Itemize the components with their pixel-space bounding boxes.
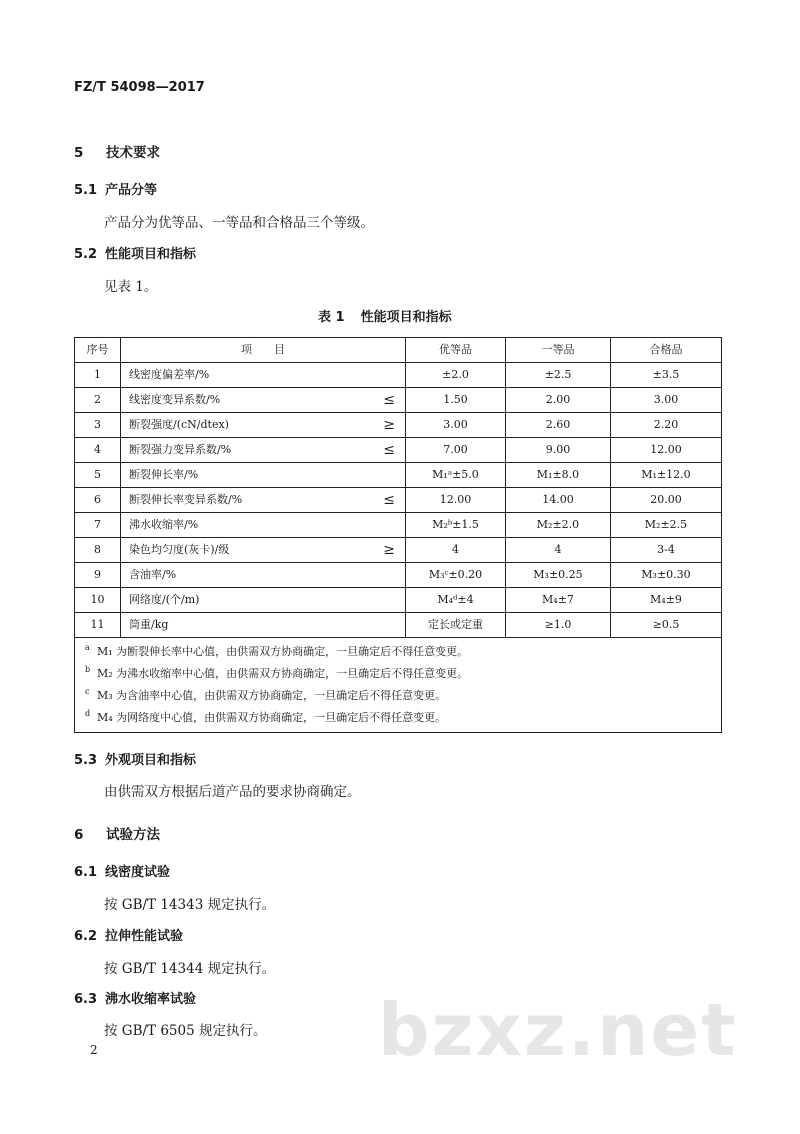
cell-item: [121, 513, 406, 538]
item-label: 含油率/%: [129, 568, 177, 581]
footnote-mark: a: [85, 643, 90, 652]
col-header-first-grade: 一等品: [506, 338, 611, 363]
cell-premium: M₄ᵈ±4: [406, 588, 506, 613]
comparison-operator: ≤: [383, 392, 395, 408]
table-row: [75, 588, 722, 613]
cell-number: 9: [75, 563, 121, 588]
section-number: 5.3: [74, 753, 98, 768]
cell-number: 11: [75, 613, 121, 638]
section-6-1-body: 按 GB/T 14343 规定执行。: [104, 897, 276, 913]
section-number: 5.2: [74, 247, 98, 262]
cell-item: [121, 363, 406, 388]
cell-number: 3: [75, 413, 121, 438]
cell-first-grade: M₄±7: [506, 588, 611, 613]
footnote-mark: d: [85, 709, 91, 718]
section-5-2-body: 见表 1。: [104, 279, 158, 295]
section-6-2-body: 按 GB/T 14344 规定执行。: [104, 961, 276, 977]
cell-qualified: 3-4: [611, 538, 722, 563]
section-number: 6: [74, 827, 84, 843]
section-5-1-heading: [74, 179, 157, 198]
cell-number: 10: [75, 588, 121, 613]
cell-first-grade: 4: [506, 538, 611, 563]
cell-item: [121, 488, 406, 513]
cell-item: [121, 388, 406, 413]
table-caption-number: 表 1: [318, 310, 345, 325]
table-row: [75, 438, 722, 463]
cell-qualified: M₁±12.0: [611, 463, 722, 488]
section-5-3-heading: [74, 749, 196, 768]
performance-table: [74, 337, 722, 733]
footnote-text: M₁ 为断裂伸长率中心值，由供需双方协商确定，一旦确定后不得任意变更。: [97, 645, 469, 658]
cell-item: [121, 588, 406, 613]
table-notes: [75, 638, 722, 733]
cell-qualified: ≥0.5: [611, 613, 722, 638]
standard-code-header: FZ/T 54098—2017: [74, 80, 205, 95]
cell-qualified: 3.00: [611, 388, 722, 413]
item-label: 断裂伸长率/%: [129, 468, 199, 481]
table-header-row: [75, 338, 722, 363]
section-6-3-body: 按 GB/T 6505 规定执行。: [104, 1023, 267, 1039]
cell-first-grade: ≥1.0: [506, 613, 611, 638]
col-header-item: 项 目: [121, 338, 406, 363]
cell-premium: M₁ᵃ±5.0: [406, 463, 506, 488]
table-row: [75, 513, 722, 538]
comparison-operator: ≥: [383, 417, 395, 433]
table-caption: [318, 306, 452, 325]
cell-item: [121, 463, 406, 488]
section-6-2-heading: [74, 925, 183, 944]
item-label: 断裂伸长率变异系数/%: [129, 493, 243, 506]
col-header-number: 序号: [75, 338, 121, 363]
cell-item: [121, 563, 406, 588]
table-footnote: [85, 641, 721, 663]
comparison-operator: ≤: [383, 492, 395, 508]
section-title: 线密度试验: [105, 865, 171, 880]
item-label: 断裂强力变异系数/%: [129, 443, 232, 456]
table-row: [75, 388, 722, 413]
cell-premium: 定长或定重: [406, 613, 506, 638]
cell-qualified: 20.00: [611, 488, 722, 513]
footnote-text: M₃ 为含油率中心值，由供需双方协商确定，一旦确定后不得任意变更。: [97, 689, 447, 702]
comparison-operator: ≤: [383, 442, 395, 458]
cell-number: 6: [75, 488, 121, 513]
cell-number: 4: [75, 438, 121, 463]
cell-first-grade: 2.60: [506, 413, 611, 438]
cell-qualified: ±3.5: [611, 363, 722, 388]
item-label: 线密度偏差率/%: [129, 368, 210, 381]
footnote-text: M₂ 为沸水收缩率中心值，由供需双方协商确定，一旦确定后不得任意变更。: [97, 667, 469, 680]
table-notes-row: [75, 638, 722, 733]
section-title: 技术要求: [106, 145, 160, 161]
item-label: 断裂强度/(cN/dtex): [129, 418, 229, 431]
section-title: 拉伸性能试验: [105, 929, 184, 944]
section-number: 5: [74, 145, 84, 161]
cell-first-grade: 2.00: [506, 388, 611, 413]
cell-premium: 7.00: [406, 438, 506, 463]
footnote-mark: b: [85, 665, 91, 674]
section-5-3-body: 由供需双方根据后道产品的要求协商确定。: [104, 784, 361, 800]
section-5-heading: [74, 141, 160, 161]
cell-number: 7: [75, 513, 121, 538]
table-row: [75, 613, 722, 638]
section-5-1-body: 产品分为优等品、一等品和合格品三个等级。: [104, 215, 374, 231]
item-label: 线密度变异系数/%: [129, 393, 221, 406]
cell-first-grade: M₁±8.0: [506, 463, 611, 488]
cell-qualified: 12.00: [611, 438, 722, 463]
cell-premium: 1.50: [406, 388, 506, 413]
table-row: [75, 563, 722, 588]
section-title: 试验方法: [106, 827, 160, 843]
item-label: 筒重/kg: [129, 618, 169, 631]
col-header-premium: 优等品: [406, 338, 506, 363]
col-header-qualified: 合格品: [611, 338, 722, 363]
cell-number: 8: [75, 538, 121, 563]
table-footnote: [85, 685, 721, 707]
item-label: 沸水收缩率/%: [129, 518, 199, 531]
cell-qualified: M₃±0.30: [611, 563, 722, 588]
cell-first-grade: M₃±0.25: [506, 563, 611, 588]
section-number: 6.3: [74, 992, 98, 1007]
table-row: [75, 413, 722, 438]
watermark: bzxz.net: [378, 988, 738, 1072]
section-number: 6.2: [74, 929, 98, 944]
section-title: 外观项目和指标: [105, 753, 197, 768]
cell-item: [121, 538, 406, 563]
item-label: 网络度/(个/m): [129, 593, 200, 606]
cell-first-grade: M₂±2.0: [506, 513, 611, 538]
cell-item: [121, 613, 406, 638]
section-title: 沸水收缩率试验: [105, 992, 197, 1007]
section-number: 5.1: [74, 183, 98, 198]
cell-first-grade: 9.00: [506, 438, 611, 463]
cell-premium: ±2.0: [406, 363, 506, 388]
cell-qualified: M₂±2.5: [611, 513, 722, 538]
cell-qualified: M₄±9: [611, 588, 722, 613]
cell-premium: M₂ᵇ±1.5: [406, 513, 506, 538]
footnote-text: M₄ 为网络度中心值，由供需双方协商确定，一旦确定后不得任意变更。: [97, 711, 447, 724]
table-row: [75, 538, 722, 563]
cell-item: [121, 413, 406, 438]
cell-qualified: 2.20: [611, 413, 722, 438]
table-row: [75, 488, 722, 513]
item-label: 染色均匀度(灰卡)/级: [129, 543, 230, 556]
footnote-mark: c: [85, 687, 90, 696]
cell-number: 5: [75, 463, 121, 488]
section-6-1-heading: [74, 861, 170, 880]
table-caption-title: 性能项目和指标: [360, 310, 452, 325]
section-title: 性能项目和指标: [105, 247, 197, 262]
cell-item: [121, 438, 406, 463]
comparison-operator: ≥: [383, 542, 395, 558]
table-footnote: [85, 663, 721, 685]
cell-premium: M₃ᶜ±0.20: [406, 563, 506, 588]
section-number: 6.1: [74, 865, 98, 880]
cell-first-grade: ±2.5: [506, 363, 611, 388]
table-row: [75, 463, 722, 488]
cell-premium: 4: [406, 538, 506, 563]
section-6-3-heading: [74, 988, 196, 1007]
page-number: 2: [90, 1043, 98, 1057]
section-5-2-heading: [74, 243, 196, 262]
section-title: 产品分等: [105, 183, 158, 198]
cell-premium: 3.00: [406, 413, 506, 438]
cell-number: 1: [75, 363, 121, 388]
cell-number: 2: [75, 388, 121, 413]
table-footnote: [85, 707, 721, 729]
cell-premium: 12.00: [406, 488, 506, 513]
section-6-heading: [74, 823, 160, 843]
cell-first-grade: 14.00: [506, 488, 611, 513]
table-row: [75, 363, 722, 388]
